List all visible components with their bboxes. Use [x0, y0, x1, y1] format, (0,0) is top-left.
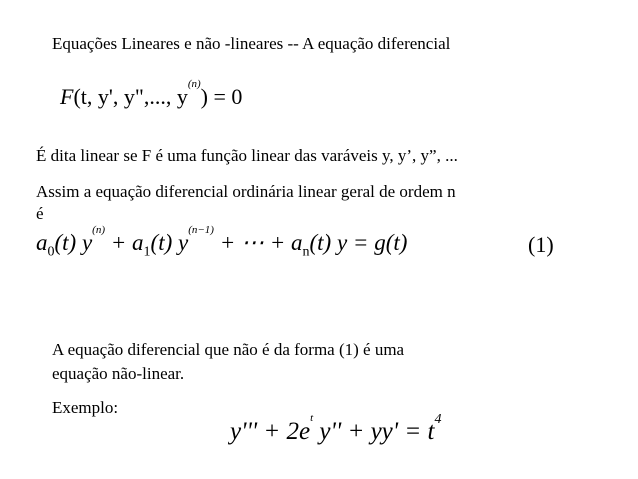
coef-a1-sub: 1 — [143, 244, 151, 260]
coef-an-sub: n — [302, 244, 310, 260]
general-ode-equation — [60, 78, 243, 110]
nonlinear-definition-line1: A equação diferencial que não é da forma (1) é uma — [52, 340, 405, 359]
coef-a0-sub: 0 — [47, 244, 55, 260]
general-linear-intro-line2: é — [36, 204, 44, 223]
eq-function-symbol: F — [60, 84, 74, 109]
term1: (t) y — [54, 230, 93, 255]
linearity-definition: É dita linear se F é uma função linear das varáveis y, y’, y”, ... — [36, 146, 458, 165]
ellipsis-term: + ⋯ + a — [213, 230, 303, 255]
eq-args: (t, y', y",..., y — [73, 84, 188, 109]
example-exp-t: t — [310, 412, 314, 424]
term3: (t) y = g(t) — [309, 230, 408, 255]
example-equation — [230, 412, 442, 446]
plus-a1: + a — [105, 230, 144, 255]
example-label: Exemplo: — [52, 398, 119, 417]
eq-rhs: ) = 0 — [200, 84, 243, 109]
term1-sup: (n) — [92, 224, 105, 236]
eq-order-superscript: (n) — [187, 78, 201, 90]
linear-ode-equation — [36, 224, 408, 261]
term2: (t) y — [150, 230, 189, 255]
example-part1: y''' + 2e — [230, 418, 311, 445]
example-exp-4: 4 — [434, 412, 442, 427]
coef-a0: a — [36, 230, 48, 255]
term2-sup: (n−1) — [188, 224, 214, 236]
general-linear-intro-line1: Assim a equação diferencial ordinária linear geral de ordem n — [36, 182, 456, 201]
equation-number: (1) — [528, 232, 554, 257]
nonlinear-definition-line2: equação não-linear. — [52, 364, 185, 383]
slide-title: Equações Lineares e não -lineares -- A equação diferencial — [52, 34, 451, 53]
example-part2: y'' + yy' = t — [313, 418, 435, 445]
